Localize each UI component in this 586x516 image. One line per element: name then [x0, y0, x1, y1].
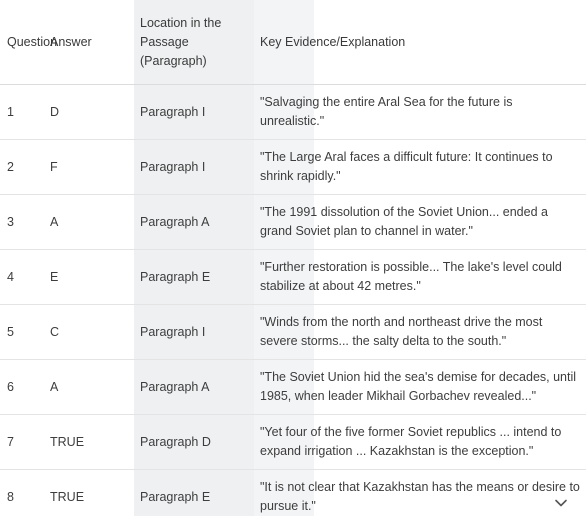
row-location: Paragraph E — [134, 250, 254, 305]
row-question: 1 — [0, 85, 44, 140]
table-row — [0, 140, 586, 195]
header-location: Location in the Passage (Paragraph) — [140, 15, 222, 68]
row-question: 5 — [0, 305, 44, 360]
row-evidence: "Yet four of the five former Soviet republics ... intend to expand irrigation ... Kazakhstan is the exception." — [254, 415, 586, 470]
row-answer: E — [44, 250, 134, 305]
row-location: Paragraph A — [134, 360, 254, 415]
table-header-row — [0, 0, 586, 85]
row-question: 7 — [0, 415, 44, 470]
row-evidence: "The Soviet Union hid the sea's demise for decades, until 1985, when leader Mikhail Gorbachev revealed..." — [254, 360, 586, 415]
row-answer: F — [44, 140, 134, 195]
chevron-down-icon[interactable] — [554, 496, 568, 510]
row-location: Paragraph E — [134, 470, 254, 516]
row-question: 6 — [0, 360, 44, 415]
header-evidence: Key Evidence/Explanation — [260, 34, 406, 49]
row-answer: TRUE — [44, 415, 134, 470]
row-question: 2 — [0, 140, 44, 195]
header-answer: Answer — [50, 34, 92, 49]
row-answer: C — [44, 305, 134, 360]
table-row — [0, 85, 586, 140]
row-location: Paragraph D — [134, 415, 254, 470]
row-answer: TRUE — [44, 470, 134, 516]
table-row — [0, 305, 586, 360]
row-evidence: "Winds from the north and northeast drive the most severe storms... the salty delta to the south." — [254, 305, 586, 360]
row-evidence: "Further restoration is possible... The lake's level could stabilize at about 42 metres." — [254, 250, 586, 305]
row-question: 3 — [0, 195, 44, 250]
row-answer: A — [44, 360, 134, 415]
row-evidence: "Salvaging the entire Aral Sea for the future is unrealistic." — [254, 85, 586, 140]
table-row — [0, 470, 586, 516]
row-question: 8 — [0, 470, 44, 516]
table-row — [0, 195, 586, 250]
row-evidence: "The Large Aral faces a difficult future: It continues to shrink rapidly." — [254, 140, 586, 195]
row-question: 4 — [0, 250, 44, 305]
table-row — [0, 415, 586, 470]
row-location: Paragraph I — [134, 140, 254, 195]
header-question: Question — [7, 34, 58, 49]
row-location: Paragraph I — [134, 85, 254, 140]
table-row — [0, 360, 586, 415]
row-evidence: "It is not clear that Kazakhstan has the means or desire to pursue it." — [254, 470, 586, 516]
row-evidence: "The 1991 dissolution of the Soviet Union... ended a grand Soviet plan to channel in water." — [254, 195, 586, 250]
row-answer: D — [44, 85, 134, 140]
table-row — [0, 250, 586, 305]
row-location: Paragraph I — [134, 305, 254, 360]
row-location: Paragraph A — [134, 195, 254, 250]
row-answer: A — [44, 195, 134, 250]
